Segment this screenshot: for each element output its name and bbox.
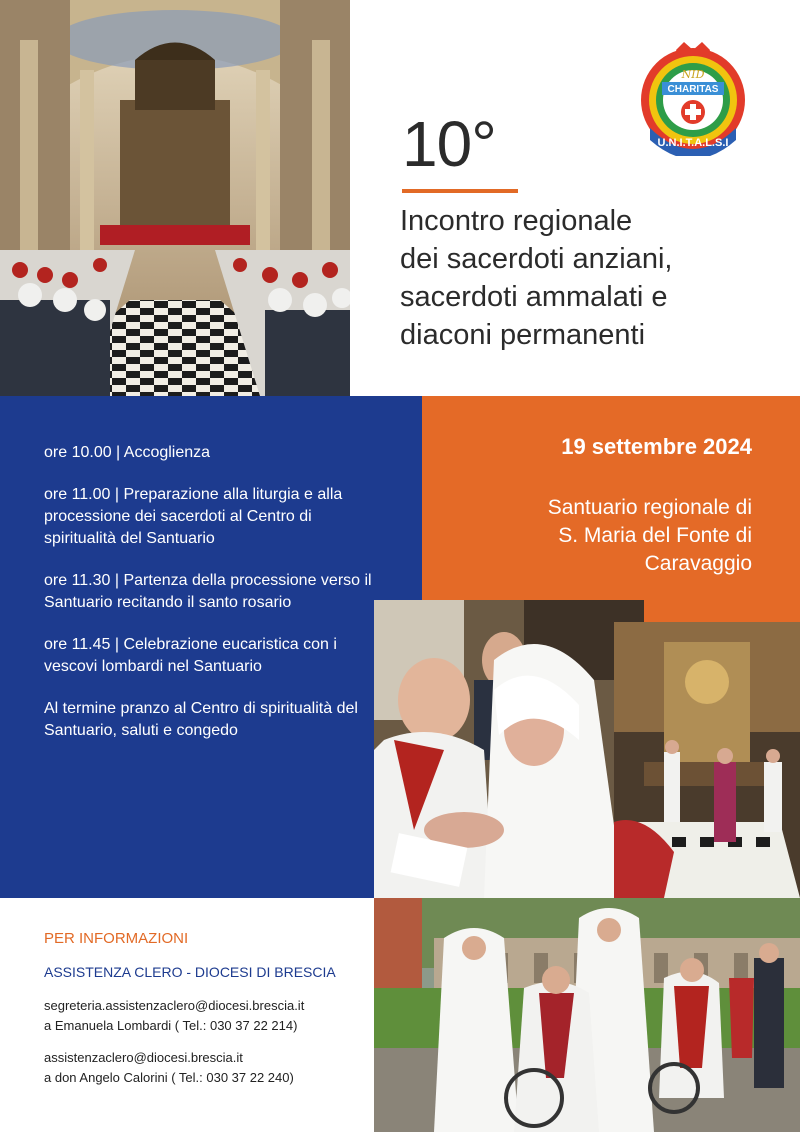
title-line: dei sacerdoti anziani, [400, 243, 673, 275]
schedule-list [44, 442, 374, 762]
place-line: S. Maria del Fonte di [558, 524, 752, 547]
edition-number: 10° [402, 108, 496, 180]
contact-block [44, 1048, 294, 1088]
event-date: 19 settembre 2024 [561, 434, 752, 459]
contact-person: a Emanuela Lombardi ( Tel.: 030 37 22 214) [44, 1018, 298, 1033]
sanctuary-altar-photo [614, 622, 800, 898]
place-line: Caravaggio [644, 552, 752, 575]
schedule-item: Al termine pranzo al Centro di spiritualità del Santuario, saluti e congedo [44, 700, 358, 739]
basilica-interior-photo [0, 0, 350, 396]
info-organization: ASSISTENZA CLERO - DIOCESI DI BRESCIA [44, 964, 336, 980]
contact-person: a don Angelo Calorini ( Tel.: 030 37 22 240) [44, 1070, 294, 1085]
schedule-item: ore 11.45 | Celebrazione eucaristica con i vescovi lombardi nel Santuario [44, 636, 337, 675]
svg-text:U.N.I.T.A.L.S.I: U.N.I.T.A.L.S.I [657, 137, 729, 149]
title-line: diaconi permanenti [400, 319, 646, 351]
contact-block [44, 996, 304, 1036]
schedule-item: ore 11.00 | Preparazione alla liturgia e alla processione dei sacerdoti al Centro di spiritualità del Santuario [44, 486, 343, 547]
contact-email[interactable]: assistenzaclero@diocesi.brescia.it [44, 1050, 243, 1065]
svg-text:CHARITAS: CHARITAS [667, 84, 719, 95]
svg-text:NID: NID [681, 68, 705, 81]
title-line: Incontro regionale [400, 205, 633, 237]
event-title [400, 202, 780, 354]
place-line: Santuario regionale di [547, 496, 752, 519]
accent-divider [402, 189, 518, 193]
title-line: sacerdoti ammalati e [400, 281, 668, 313]
event-place [440, 494, 752, 578]
procession-photo [374, 898, 800, 1132]
priest-and-nun-photo [374, 600, 644, 898]
contact-email[interactable]: segreteria.assistenzaclero@diocesi.brescia.it [44, 998, 305, 1013]
schedule-item: ore 11.30 | Partenza della processione verso il Santuario recitando il santo rosario [44, 572, 372, 611]
unitalsi-logo [636, 42, 750, 156]
schedule-item: ore 10.00 | Accoglienza [44, 444, 211, 461]
info-heading: PER INFORMAZIONI [44, 930, 189, 947]
